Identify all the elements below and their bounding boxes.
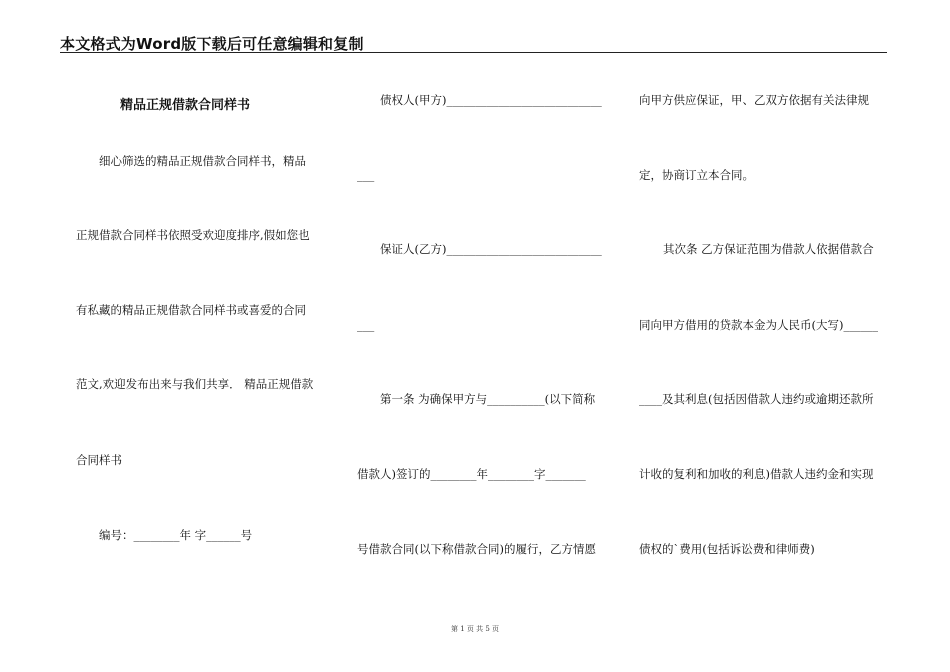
col2-line: 第一条 为确保甲方与__________(以下简称 — [380, 392, 596, 406]
col3-line: 定，协商订立本合同。 — [639, 168, 754, 182]
document-header: 本文格式为Word版下载后可任意编辑和复制 — [60, 35, 364, 53]
col2-line: ___ — [357, 318, 375, 332]
col1-line: 细心筛选的精品正规借款合同样书，精品 — [99, 154, 306, 168]
col3-line: 同向甲方借用的贷款本金为人民币(大写)______ — [639, 318, 878, 332]
col3-line: 向甲方供应保证，甲、乙双方依据有关法律规 — [639, 93, 869, 107]
header-rule — [60, 52, 887, 53]
document-title: 精品正规借款合同样书 — [120, 98, 251, 113]
col3-line: 计收的复利和加收的利息)借款人违约金和实现 — [639, 467, 874, 481]
col1-line: 编号：________年 字______号 — [99, 528, 253, 542]
page-number: 第 1 页 共 5 页 — [450, 625, 500, 633]
col1-line: 范文,欢迎发布出来与我们共享． 精品正规借款 — [76, 377, 314, 391]
col2-line: 保证人(乙方)___________________________ — [380, 242, 602, 256]
col1-line: 正规借款合同样书依照受欢迎度排序,假如您也 — [76, 228, 310, 242]
col3-line: 债权的`费用(包括诉讼费和律师费) — [639, 542, 815, 556]
col3-line: 其次条 乙方保证范围为借款人依据借款合 — [663, 242, 874, 256]
col3-line: ____及其利息(包括因借款人违约或逾期还款所 — [639, 392, 874, 406]
col2-line: 债权人(甲方)___________________________ — [380, 93, 602, 107]
col1-line: 合同样书 — [76, 453, 122, 467]
col1-line: 有私藏的精品正规借款合同样书或喜爱的合同 — [76, 303, 306, 317]
col2-line: ___ — [357, 168, 375, 182]
col2-line: 号借款合同(以下称借款合同)的履行，乙方情愿 — [357, 542, 596, 556]
col2-line: 借款人)签订的________年________字_______ — [357, 467, 586, 481]
